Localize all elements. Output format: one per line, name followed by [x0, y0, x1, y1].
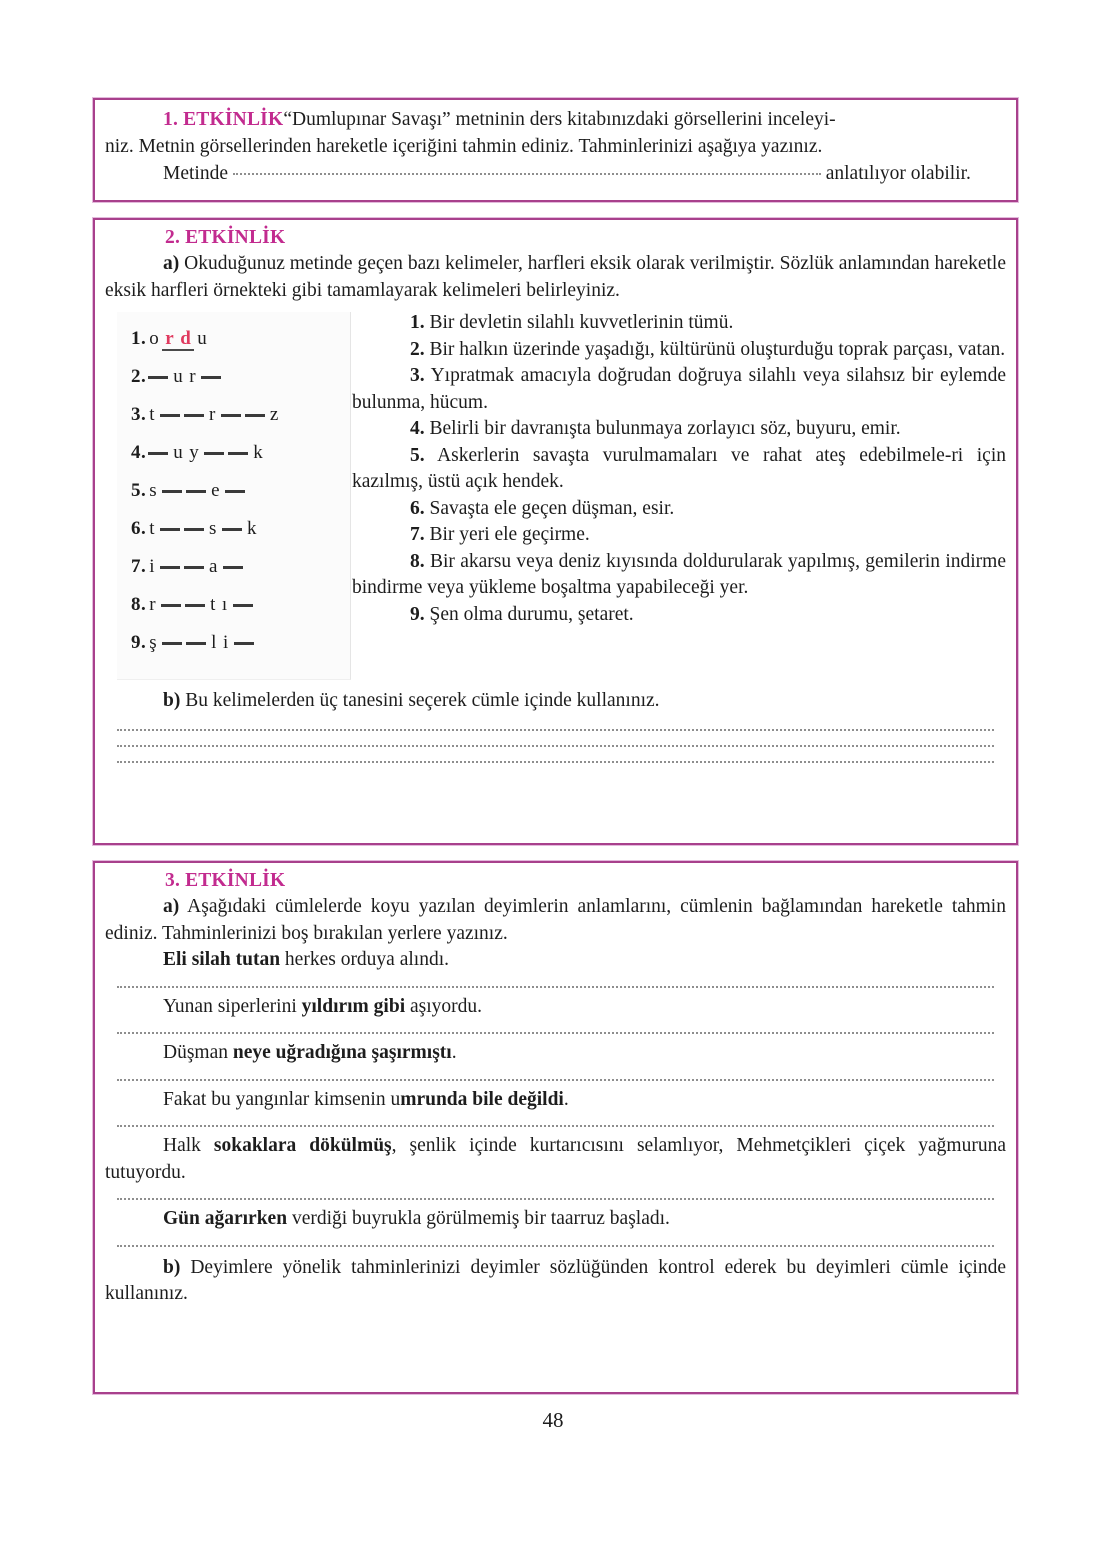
- idiom-phrase: neye uğradığına şaşırmıştı: [232, 1042, 452, 1063]
- activity-1-blank[interactable]: [233, 173, 821, 175]
- activity-3-content: [105, 870, 1006, 1308]
- activity-3-part-b-label: b): [163, 1256, 181, 1278]
- puzzle-letter: r: [209, 404, 216, 425]
- puzzle-blank[interactable]: [160, 566, 180, 569]
- puzzle-filled-letter: d: [177, 328, 194, 351]
- activity-2-part-b-text: Bu kelimelerden üç tanesini seçerek cümle içinde kullanınız.: [185, 690, 660, 711]
- definition-number: 4.: [410, 418, 425, 439]
- activity-1-intro: [105, 107, 1006, 134]
- puzzle-letter: i: [149, 556, 156, 577]
- puzzle-blank[interactable]: [245, 414, 265, 417]
- puzzle-row-number: 2.: [131, 366, 147, 387]
- idiom-sentence: [105, 1040, 1006, 1067]
- puzzle-blank[interactable]: [160, 414, 180, 417]
- activity-1-heading: 1. ETKİNLİK: [163, 109, 284, 130]
- puzzle-blank[interactable]: [221, 414, 241, 417]
- puzzle-row[interactable]: [131, 358, 350, 396]
- puzzle-blank[interactable]: [162, 490, 182, 493]
- answer-line[interactable]: [117, 1125, 994, 1127]
- activity-3-part-a-text: Aşağıdaki cümlelerde koyu yazılan deyimlerin anlamlarını, cümlenin bağlamından hareketle tahmin ediniz. Tahminlerinizi boş bırakılan yerlere yazınız.: [105, 896, 1006, 944]
- puzzle-row-number: 7.: [131, 556, 147, 577]
- answer-line[interactable]: [117, 1245, 994, 1247]
- activity-3-box: [93, 861, 1018, 1394]
- puzzle-letter: o: [149, 328, 160, 349]
- puzzle-letter: y: [189, 442, 200, 463]
- puzzle-row[interactable]: [131, 472, 350, 510]
- sentence-lead: Yunan siperlerini: [163, 995, 302, 1017]
- definition-text: Bir halkın üzerinde yaşadığı, kültürünü oluşturduğu toprak parçası, vatan.: [424, 338, 1006, 360]
- activity-1-box: [93, 98, 1018, 202]
- sentence-tail: .: [563, 1088, 569, 1110]
- puzzle-row-number: 3.: [131, 404, 147, 425]
- puzzle-row[interactable]: [131, 624, 350, 662]
- activity-3-heading: 3. ETKİNLİK: [165, 870, 286, 891]
- activity-1-fill-suffix: anlatılıyor olabilir.: [825, 163, 971, 184]
- puzzle-letter: t: [149, 518, 156, 539]
- definition-number: 7.: [410, 524, 425, 545]
- sentence-tail: verdiği buyrukla görülmemiş bir taarruz başladı.: [287, 1208, 670, 1229]
- puzzle-blank[interactable]: [162, 642, 182, 645]
- answer-line[interactable]: [117, 745, 994, 747]
- activity-3-part-a-label: a): [163, 896, 180, 917]
- puzzle-blank[interactable]: [186, 490, 206, 493]
- activity-2-part-a-text: Okuduğunuz metinde geçen bazı kelimeler, harfleri eksik olarak verilmiştir. Sözlük anlamından hareketle eksik harfleri örnekteki gibi tamamlayarak kelimeleri belirleyiniz.: [105, 253, 1006, 301]
- activity-2-content: [105, 227, 1006, 763]
- definition-text: Belirli bir davranışta bulunmaya zorlayıcı söz, buyuru, emir.: [424, 418, 901, 439]
- activity-1-content: [105, 107, 1006, 188]
- idiom-phrase: Gün ağarırken: [163, 1208, 288, 1229]
- activity-2-part-b-label: b): [163, 690, 181, 711]
- puzzle-row-number: 9.: [131, 632, 147, 653]
- puzzle-letter: ş: [149, 632, 158, 653]
- idiom-sentence: [105, 1133, 1006, 1186]
- sentence-tail: , şenlik içinde kurtarıcısını selamlıyor, Mehmetçikleri çiçek yağmuruna tutuyordu.: [105, 1135, 1006, 1183]
- puzzle-row[interactable]: [131, 510, 350, 548]
- puzzle-letter: u: [173, 442, 184, 463]
- idiom-phrase: sokaklara dökülmüş: [213, 1135, 392, 1156]
- activity-1-line2: niz. Metnin görsellerinden hareketle içeriğini tahmin ediniz. Tahminlerinizi aşağıya yazınız.: [105, 135, 823, 157]
- puzzle-blank[interactable]: [160, 528, 180, 531]
- activity-3-part-b-text: Deyimlere yönelik tahminlerinizi deyimler sözlüğünden kontrol ederek bu deyimleri cümle içinde kullanınız.: [105, 1256, 1006, 1304]
- definition-number: 6.: [410, 497, 425, 519]
- puzzle-row-number: 1.: [131, 328, 147, 349]
- puzzle-blank[interactable]: [233, 604, 253, 607]
- definition-text: Bir devletin silahlı kuvvetlerinin tümü.: [424, 312, 734, 333]
- puzzle-blank[interactable]: [185, 604, 205, 607]
- puzzle-blank[interactable]: [201, 376, 221, 379]
- puzzle-letter: s: [149, 480, 158, 501]
- puzzle-letter: z: [269, 404, 279, 425]
- definition-text: Bir yeri ele geçirme.: [424, 524, 590, 545]
- puzzle-filled-letter: r: [162, 328, 177, 351]
- puzzle-row-number: 8.: [131, 594, 147, 615]
- puzzle-row[interactable]: [131, 586, 350, 624]
- idiom-sentence: [105, 947, 1006, 974]
- puzzle-blank[interactable]: [204, 452, 224, 455]
- puzzle-blank[interactable]: [225, 490, 245, 493]
- idiom-sentence-list: [105, 947, 1006, 1247]
- activity-1-fill-line: [105, 161, 1006, 188]
- puzzle-row-number: 5.: [131, 480, 147, 501]
- activity-2-part-a-label: a): [163, 253, 180, 274]
- puzzle-blank[interactable]: [228, 452, 248, 455]
- puzzle-row[interactable]: [131, 548, 350, 586]
- answer-line[interactable]: [117, 986, 994, 988]
- answer-line[interactable]: [117, 729, 994, 731]
- sentence-lead: Halk: [163, 1135, 214, 1156]
- puzzle-row-number: 4.: [131, 442, 147, 463]
- idiom-sentence: [105, 1206, 1006, 1233]
- puzzle-letter: i: [222, 632, 229, 653]
- puzzle-blank[interactable]: [184, 528, 204, 531]
- idiom-sentence: [105, 1087, 1006, 1114]
- definition-text: Şen olma durumu, şetaret.: [424, 603, 634, 625]
- activity-3-part-b: [105, 1255, 1006, 1308]
- definition-number: 2.: [410, 338, 425, 360]
- puzzle-letter: t: [210, 594, 216, 615]
- idiom-phrase: mrunda bile değildi: [400, 1088, 564, 1110]
- idiom-sentence: [105, 994, 1006, 1021]
- activity-2-columns: [105, 310, 1006, 682]
- puzzle-letter: l: [211, 632, 217, 653]
- puzzle-letter: r: [189, 366, 197, 387]
- puzzle-letter: a: [209, 556, 218, 577]
- puzzle-letter: k: [253, 442, 264, 463]
- sentence-lead: Fakat bu yangınlar kimsenin u: [163, 1088, 401, 1110]
- puzzle-blank[interactable]: [184, 414, 204, 417]
- answer-line[interactable]: [117, 1198, 994, 1200]
- puzzle-letter: e: [211, 480, 221, 501]
- activity-2-part-b: [105, 688, 1006, 715]
- puzzle-blank[interactable]: [148, 376, 168, 379]
- activity-2-heading: 2. ETKİNLİK: [165, 227, 286, 248]
- definition-number: 8.: [410, 550, 425, 572]
- puzzle-letter: s: [209, 518, 217, 539]
- puzzle-blank[interactable]: [161, 604, 181, 607]
- answer-line[interactable]: [117, 1079, 994, 1081]
- activity-1-fill-prefix: Metinde: [163, 163, 228, 184]
- answer-line[interactable]: [117, 1032, 994, 1034]
- puzzle-blank[interactable]: [234, 642, 254, 645]
- puzzle-row[interactable]: [131, 434, 350, 472]
- puzzle-letter: k: [246, 518, 257, 539]
- definition-number: 9.: [410, 603, 425, 625]
- puzzle-blank[interactable]: [184, 566, 204, 569]
- puzzle-blank[interactable]: [148, 452, 168, 455]
- sentence-tail: herkes orduya alındı.: [280, 949, 449, 970]
- word-puzzle-box[interactable]: [117, 312, 351, 680]
- idiom-phrase: Eli silah tutan: [163, 949, 281, 970]
- puzzle-letter: r: [149, 594, 157, 615]
- puzzle-letter: t: [149, 404, 156, 425]
- activity-2-answer-lines[interactable]: [117, 729, 994, 763]
- sentence-tail: .: [451, 1042, 457, 1063]
- sentence-tail: aşıyordu.: [405, 995, 483, 1017]
- page-number: 48: [542, 1408, 564, 1432]
- puzzle-row-number: 6.: [131, 518, 147, 539]
- puzzle-row[interactable]: [131, 320, 350, 358]
- definition-text: Bir akarsu veya deniz kıyısında doldurularak yapılmış, gemilerin indirme bindirme veya yükleme boşaltma yapabileceği yer.: [352, 550, 1006, 598]
- activity-2-part-a: [105, 251, 1006, 304]
- activity-3-part-a: [105, 894, 1006, 947]
- definition-number: 5.: [410, 444, 425, 466]
- answer-line[interactable]: [117, 761, 994, 763]
- puzzle-row[interactable]: [131, 396, 350, 434]
- sentence-lead: Düşman: [163, 1042, 233, 1063]
- definition-number: 1.: [410, 312, 425, 333]
- activity-1-line1: “Dumlupınar Savaşı” metninin ders kitabınızdaki görsellerini inceleyi-: [283, 109, 836, 130]
- definition-text: Yıpratmak amacıyla doğrudan doğruya silahlı veya silahsız bir eylemde bulunma, hücum.: [352, 365, 1006, 413]
- puzzle-letter: u: [173, 366, 184, 387]
- puzzle-letter: u: [197, 328, 208, 349]
- puzzle-blank[interactable]: [222, 528, 242, 531]
- idiom-phrase: yıldırım gibi: [301, 995, 406, 1017]
- definition-number: 3.: [410, 365, 425, 386]
- puzzle-letter: ı: [221, 594, 228, 615]
- puzzle-blank[interactable]: [186, 642, 206, 645]
- activity-2-box: [93, 218, 1018, 845]
- definition-text: Askerlerin savaşta vurulmamaları ve rahat ateş edebilmele-ri için kazılmış, üstü açık hendek.: [352, 444, 1006, 492]
- definition-text: Savaşta ele geçen düşman, esir.: [424, 497, 675, 519]
- puzzle-blank[interactable]: [223, 566, 243, 569]
